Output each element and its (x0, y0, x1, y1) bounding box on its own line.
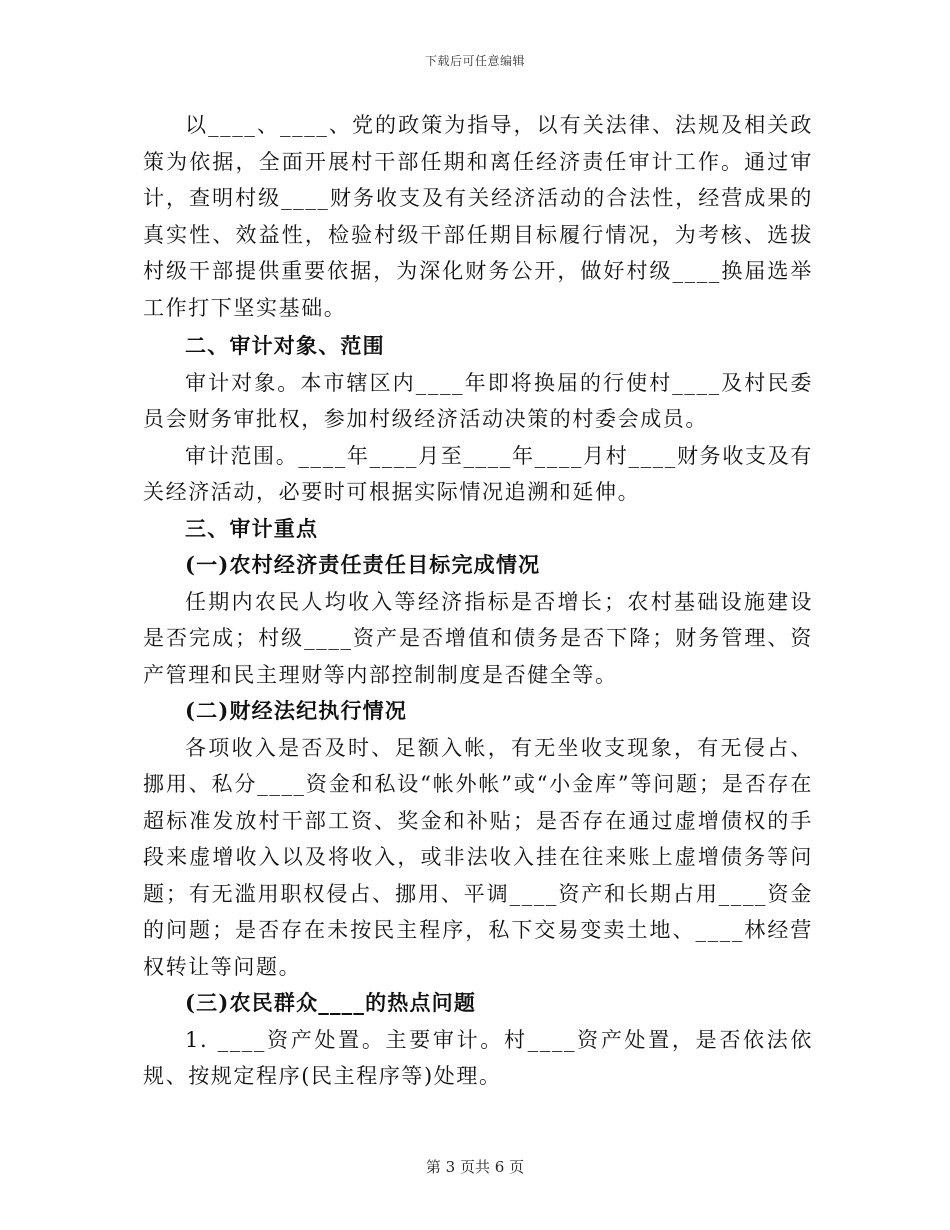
page-number: 第 3 页共 6 页 (425, 1158, 525, 1176)
subheading-financial-discipline: (二)财经法纪执行情况 (185, 698, 408, 723)
paragraph-guiding-principles: 以____、____、党的政策为指导，以有关法律、法规及相关政策为依据，全面开展村干部任期和离任经济责任审计工作。通过审计，查明村级____财务收支及有关经济活动的合法性，经营成果的真实性、效益性，检验村级干部任期目标履行情况，为考核、选拔村级干部提供重要依据，为深化财务公开，做好村级____换届选举工作打下坚实基础。 (143, 113, 813, 320)
subheading-economic-targets: (一)农村经济责任责任目标完成情况 (185, 552, 541, 577)
paragraph-audit-range: 审计范围。____年____月至____年____月村____财务收支及有关经济活动，必要时可根据实际情况追溯和延伸。 (143, 443, 813, 504)
page-header-note: 下载后可任意编辑 (424, 54, 525, 68)
section-heading-audit-focus: 三、审计重点 (185, 515, 319, 541)
paragraph-asset-disposal: 1. ____资产处置。主要审计。村____资产处置，是否依法依规、按规定程序(民主程序等)处理。 (143, 1027, 813, 1088)
subheading-hot-issues: (三)农民群众____的热点问题 (185, 990, 477, 1015)
section-heading-audit-scope: 二、审计对象、范围 (185, 333, 385, 358)
paragraph-audit-targets: 审计对象。本市辖区内____年即将换届的行使村____及村民委员会财务审批权，参加村级经济活动决策的村委会成员。 (143, 370, 813, 431)
paragraph-financial-discipline: 各项收入是否及时、足额入帐，有无坐收支现象，有无侵占、挪用、私分____资金和私设“帐外帐”或“小金库”等问题；是否存在超标准发放村干部工资、奖金和补贴；是否存在通过虚增债权的手段来虚增收入以及将收入，或非法收入挂在往来账上虚增债务等问题；有无滥用职权侵占、挪用、平调____资产和长期占用____资金的问题；是否存在未按民主程序，私下交易变卖土地、____林经营权转让等问题。 (143, 735, 813, 979)
paragraph-economic-targets: 任期内农民人均收入等经济指标是否增长；农村基础设施建设是否完成；村级____资产是否增值和债务是否下降；财务管理、资产管理和民主理财等内部控制制度是否健全等。 (143, 589, 813, 687)
document-body (143, 107, 813, 1095)
